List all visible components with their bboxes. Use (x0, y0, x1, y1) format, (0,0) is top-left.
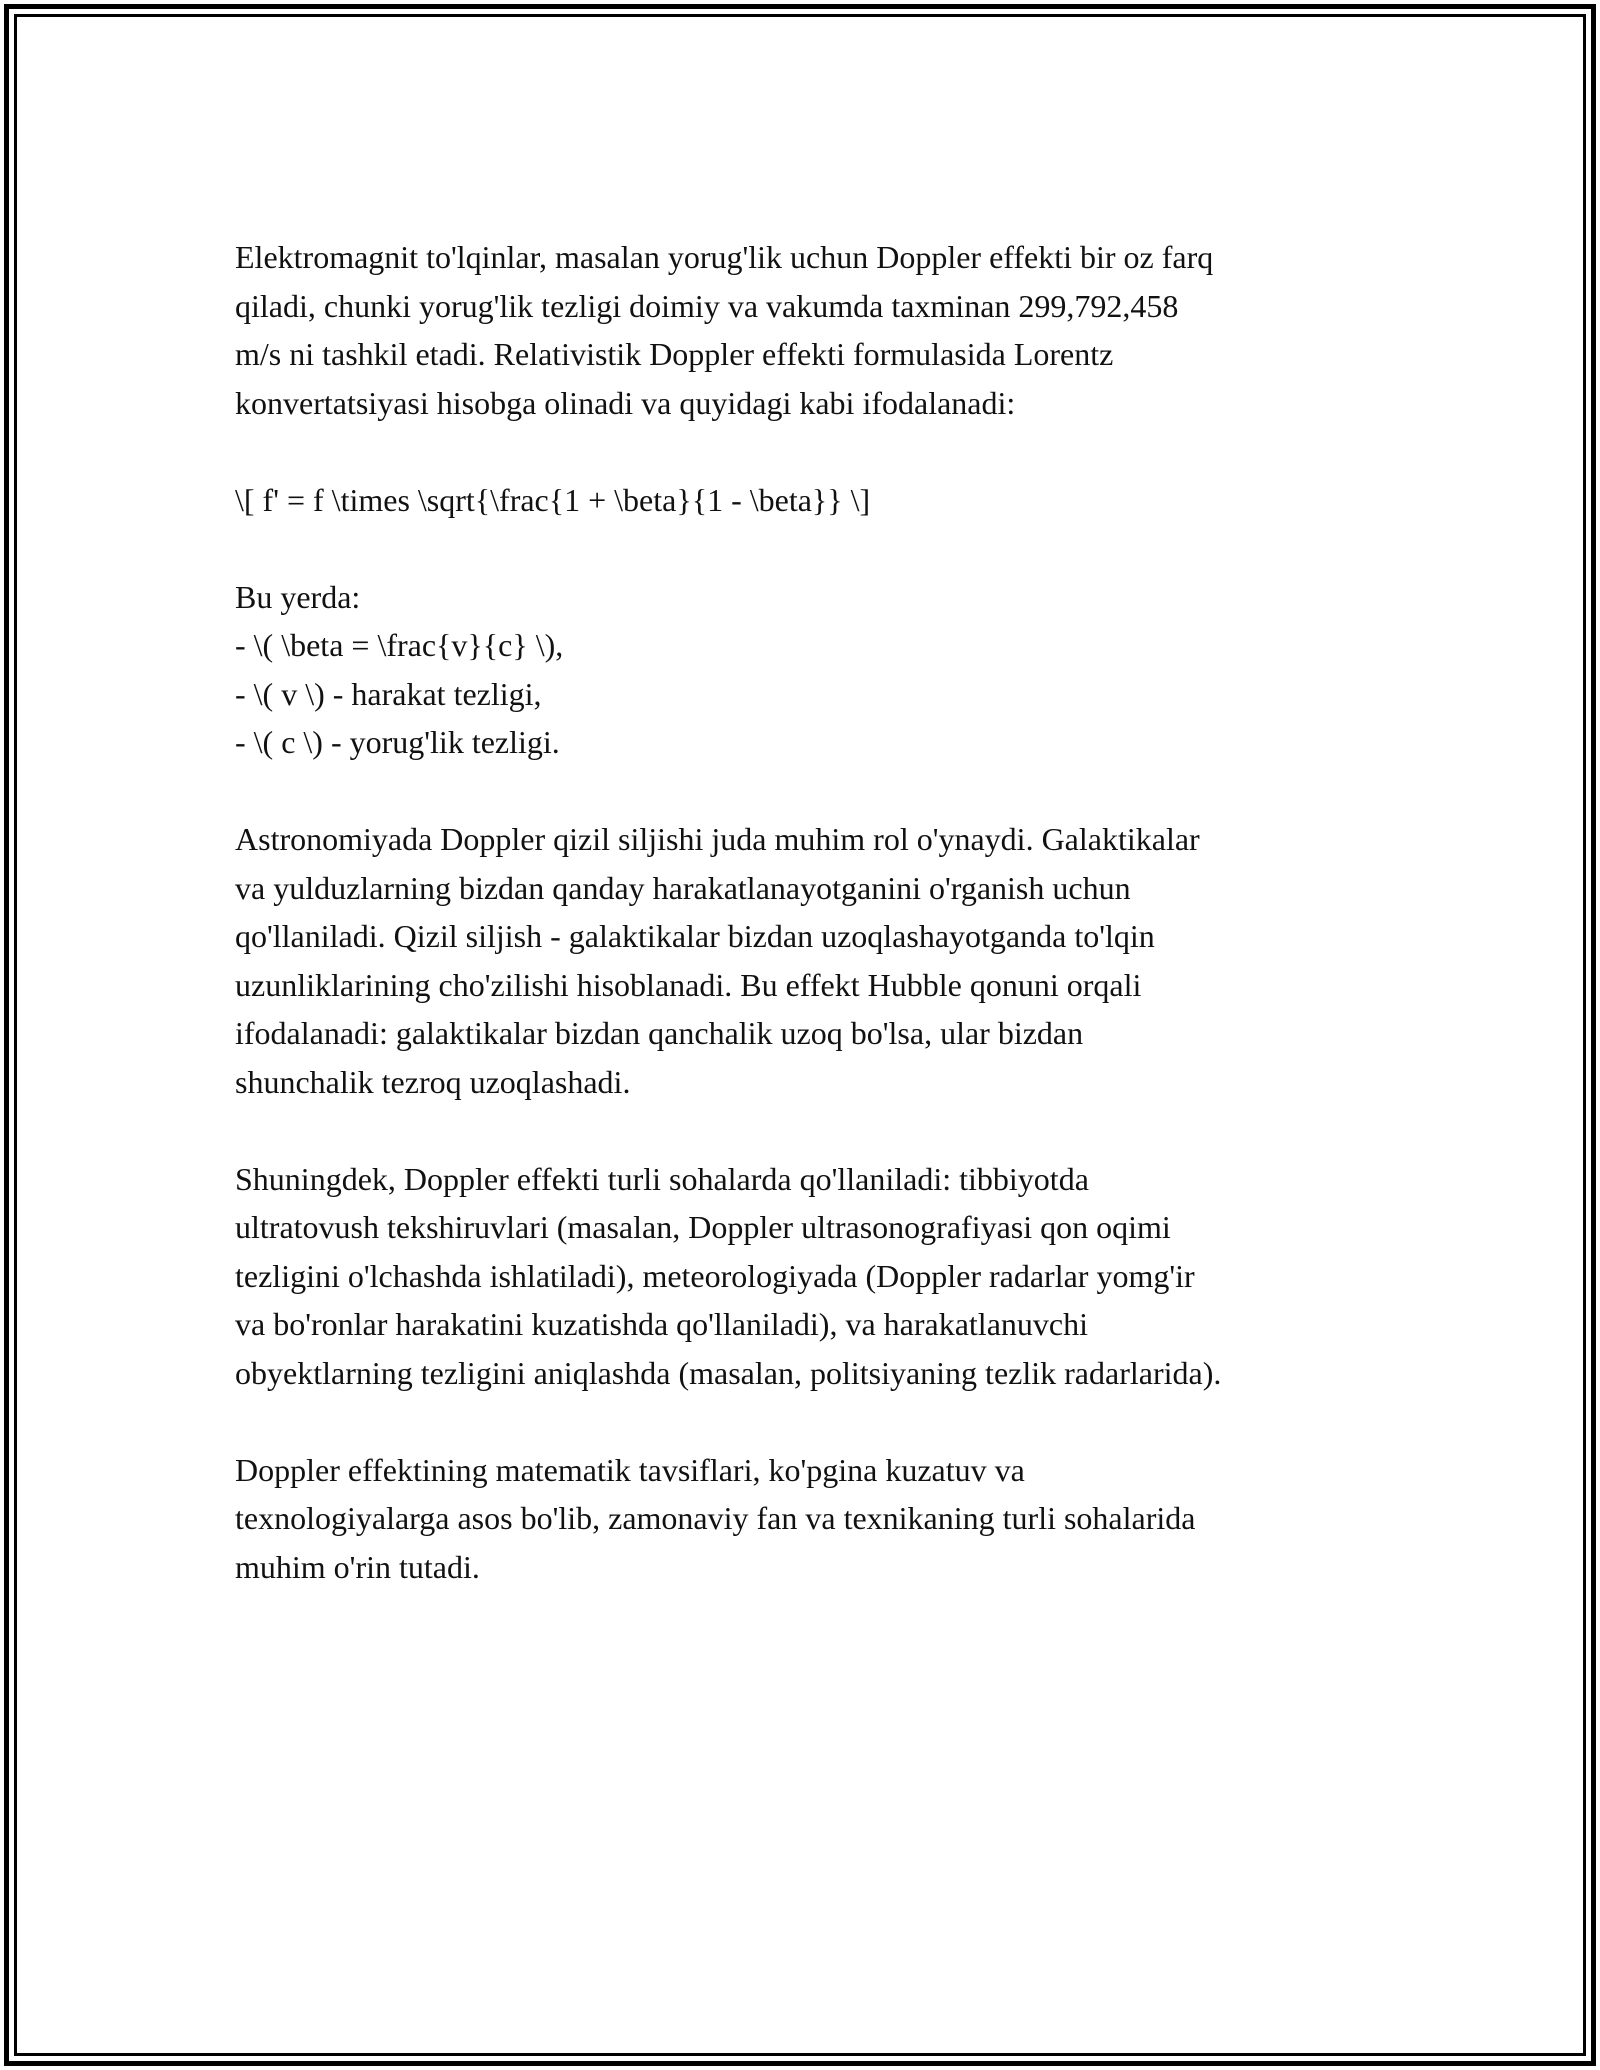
formula (235, 476, 1385, 525)
text-line: konvertatsiyasi hisobga olinadi va quyidagi kabi ifodalanadi: (235, 384, 1016, 421)
text-line: qo'llaniladi. Qizil siljish - galaktikalar bizdan uzoqlashayotganda to'lqin (235, 918, 1155, 954)
text-line: muhim o'rin tutadi. (235, 1548, 480, 1585)
paragraph-astronomy (235, 815, 1385, 1106)
text-line: va yulduzlarning bizdan qanday harakatlanayotganini o'rganish uchun (235, 869, 1131, 906)
paragraph-applications (235, 1155, 1385, 1398)
text-line: Elektromagnit to'lqinlar, masalan yorug'lik uchun Doppler effekti bir oz farq (235, 239, 1214, 275)
text-line: texnologiyalarga asos bo'lib, zamonaviy fan va texnikaning turli sohalarida (235, 1500, 1196, 1536)
text-line: obyektlarning tezligini aniqlashda (masalan, politsiyaning tezlik radarlarida). (235, 1354, 1222, 1391)
text-line: qiladi, chunki yorug'lik tezligi doimiy va vakumda taxminan 299,792,458 (235, 287, 1179, 324)
definition-item: - \( \beta = \frac{v}{c} \), (235, 627, 564, 663)
text-line: shunchalik tezroq uzoqlashadi. (235, 1063, 631, 1100)
text-line: Shuningdek, Doppler effekti turli sohalarda qo'llaniladi: tibbiyotda (235, 1160, 1089, 1197)
text-line: va bo'ronlar harakatini kuzatishda qo'llaniladi), va harakatlanuvchi (235, 1306, 1088, 1342)
paragraph-conclusion (235, 1446, 1385, 1592)
text-line: uzunliklarining cho'zilishi hisoblanadi. Bu effekt Hubble qonuni orqali (235, 966, 1142, 1003)
text-line: ifodalanadi: galaktikalar bizdan qanchalik uzoq bo'lsa, ular bizdan (235, 1015, 1084, 1051)
document-body (235, 233, 1385, 1640)
paragraph-intro (235, 233, 1385, 427)
definitions-heading: Bu yerda: (235, 578, 361, 615)
definition-item: - \( c \) - yorug'lik tezligi. (235, 724, 560, 760)
text-line: m/s ni tashkil etadi. Relativistik Doppler effekti formulasida Lorentz (235, 336, 1114, 372)
text-line: Doppler effektining matematik tavsiflari, ko'pgina kuzatuv va (235, 1451, 1025, 1488)
text-line: Astronomiyada Doppler qizil siljishi juda muhim rol o'ynaydi. Galaktikalar (235, 821, 1200, 857)
definitions-list (235, 573, 1385, 767)
formula-text: \[ f' = f \times \sqrt{\frac{1 + \beta}{1 - \beta}} \] (235, 481, 871, 518)
text-line: ultratovush tekshiruvlari (masalan, Doppler ultrasonografiyasi qon oqimi (235, 1209, 1171, 1245)
definition-item: - \( v \) - harakat tezligi, (235, 675, 542, 712)
text-line: tezligini o'lchashda ishlatiladi), meteorologiyada (Doppler radarlar yomg'ir (235, 1257, 1195, 1294)
